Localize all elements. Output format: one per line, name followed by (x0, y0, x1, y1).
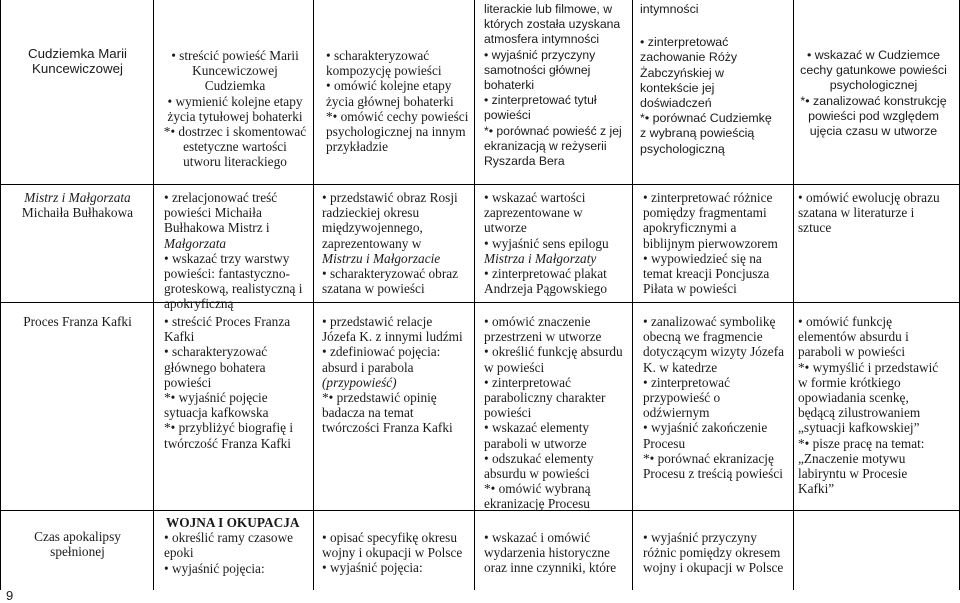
requirement-line: przestrzeni w utworze (484, 329, 602, 345)
topic-cell (10, 529, 145, 559)
requirements-cell (643, 530, 803, 576)
requirement-line: paraboli w utworze (484, 435, 587, 451)
requirement-line: *• wymyślić i przedstawić (798, 359, 939, 375)
topic-title: Mistrz i Małgorzata (24, 190, 131, 205)
requirement-line: sytuacja kafkowska (164, 405, 269, 421)
requirement-line: życia tytułowej bohaterki (167, 108, 303, 124)
requirement-line: *• wyjaśnić pojęcie (164, 390, 268, 406)
requirements-cell (160, 48, 310, 170)
requirement-line: • wyjaśnić sens epilogu (484, 235, 609, 251)
requirement-line: Cudziemka (204, 78, 266, 94)
requirements-cell (164, 515, 314, 576)
topic-title: Czas apokalipsy (34, 529, 121, 544)
requirement-line: wojny i okupacji w Polsce (322, 545, 463, 561)
requirement-line: • zrelacjonować treść (164, 190, 278, 205)
requirement-line: *• dostrzec i skomentować (163, 124, 307, 140)
requirement-line: Kafki (164, 329, 195, 345)
requirements-cell (484, 530, 634, 576)
requirements-cell (484, 314, 634, 512)
requirement-line: *• przedstawić opinię (322, 390, 437, 406)
requirement-line: wojny i okupacji w Polsce (643, 560, 784, 576)
topic-title: Michaiła Bułhakowa (21, 205, 134, 221)
topic-title: Proces Franza Kafki (23, 314, 132, 329)
requirement-line: szatana w literaturze i (798, 205, 915, 221)
requirement-line: Żabczyńskiej w (640, 65, 725, 80)
requirement-line: • przedstawić obraz Rosji (322, 190, 458, 205)
requirement-line: • wypowiedzieć się na (643, 250, 762, 266)
requirement-line: głównego bohatera (164, 359, 266, 375)
requirements-cell (322, 190, 472, 296)
requirement-line: absurdu w powieści (484, 466, 590, 482)
requirement-line: odźwiernym (643, 405, 710, 421)
requirement-line: *• porównać ekranizację (643, 450, 774, 466)
requirement-line: powieści Michaiła (164, 205, 262, 221)
requirement-line: (przypowieść) (322, 374, 397, 390)
requirement-line: • zdefiniować pojęcia: (322, 344, 441, 360)
requirement-line: powieści (484, 108, 531, 123)
requirement-line: utworu literackiego (183, 154, 287, 170)
requirement-line: • określić funkcję absurdu (484, 344, 623, 360)
requirement-line: *• omówić cechy powieści (326, 108, 469, 124)
requirement-line: bohaterki (484, 78, 535, 93)
requirement-line: • określić ramy czasowe (164, 530, 294, 546)
requirement-line: • wskazać wartości (484, 190, 586, 205)
requirement-line: • zinterpretować różnice (643, 190, 773, 205)
requirement-line: K. w katedrze (643, 359, 718, 375)
requirement-line: elementów absurdu i (798, 329, 909, 345)
requirement-line: • scharakteryzować obraz (322, 266, 459, 282)
requirement-line: w powieści (484, 359, 545, 375)
requirement-line: labiryntu w Procesie (798, 466, 908, 482)
topic-cell (10, 46, 145, 76)
requirement-line: • wskazać elementy (484, 420, 590, 436)
requirement-line: paraboli w powieści (798, 344, 906, 360)
requirement-line: wydarzenia historyczne (484, 545, 610, 561)
requirements-cell (798, 190, 953, 236)
requirement-line: • omówić funkcję (798, 314, 893, 329)
requirement-line: • wyjaśnić pojęcia: (322, 560, 423, 576)
requirement-line: • wskazać trzy warstwy (164, 250, 290, 266)
requirement-line: psychologicznej (829, 78, 918, 93)
requirement-line: epoki (164, 545, 194, 561)
requirement-line: Andrzeja Pągowskiego (484, 281, 607, 297)
requirement-line: powieści pod względem (808, 108, 939, 123)
requirement-line: • scharakteryzować (164, 344, 268, 360)
requirement-line: *• porównać Cudziemkę (640, 111, 772, 126)
requirement-line: Kuncewiczowej (192, 63, 278, 79)
requirements-cell (164, 314, 314, 451)
requirements-cell (326, 48, 476, 154)
requirement-line: pomiędzy fragmentami (643, 205, 767, 221)
requirement-line: doświadczeń (640, 96, 712, 111)
requirement-line: Bułhakowa Mistrz i (164, 220, 270, 236)
requirements-cell (643, 190, 803, 296)
requirement-line: obecną we fragmencie (643, 329, 763, 345)
requirement-line: Małgorzata (164, 235, 227, 251)
requirement-line: *• przybliżyć biografię i (164, 420, 294, 436)
requirement-line: kompozycję powieści (326, 63, 442, 79)
requirement-line: „sytuacji kafkowskiej” (798, 420, 920, 436)
requirement-line: estetyczne wartości (183, 139, 287, 155)
requirement-line: Mistrzu i Małgorzacie (322, 250, 441, 266)
requirement-line: • zinterpretować (484, 374, 571, 390)
requirement-line: biblijnym pierwowzorem (643, 235, 778, 251)
requirement-line: • zinterpretować (640, 35, 729, 50)
requirement-line: cechy gatunkowe powieści (800, 63, 947, 78)
requirements-cell (796, 48, 951, 139)
requirement-line: ekranizacją w reżyserii (484, 138, 607, 153)
requirement-line: powieści: fantastyczno- (164, 266, 290, 282)
requirement-line: Józefa K. z innymi ludźmi (322, 329, 463, 345)
requirement-line: • omówić kolejne etapy (326, 78, 452, 94)
requirement-line: • wskazać i omówić (484, 530, 591, 545)
requirement-line: międzywojennego, (322, 220, 423, 236)
requirement-line: Piłata w powieści (643, 281, 737, 297)
requirement-line: • wyjaśnić przyczyny (484, 47, 596, 62)
requirement-line: badacza na temat (322, 405, 414, 421)
requirement-line: twórczość Franza Kafki (164, 435, 292, 451)
requirement-line: Kafki” (798, 481, 835, 497)
requirement-line: przypowieść o (643, 390, 721, 406)
requirement-line: powieści (484, 405, 532, 421)
requirements-cell (322, 530, 472, 576)
requirements-cell (322, 314, 472, 436)
requirement-line: w formie krótkiego (798, 374, 901, 390)
requirement-line: zaprezentowane w (484, 205, 583, 221)
requirement-line: literackie lub filmowe, w (484, 2, 613, 16)
requirement-line: *• pisze pracę na temat: (798, 435, 925, 451)
requirement-line: których została uzyskana (484, 17, 621, 32)
requirement-line: • streścić powieść Marii (171, 48, 299, 63)
requirement-line: radzieckiej okresu (322, 205, 420, 221)
requirement-line: zaprezentowany w (322, 235, 422, 251)
blank-line (640, 17, 800, 35)
requirement-line: kontekście jej (640, 80, 715, 95)
topic-title: spełnionej (50, 544, 105, 560)
requirement-line: absurd i parabola (322, 359, 414, 375)
table-row (0, 0, 960, 185)
requirements-cell (643, 314, 803, 481)
table-row (0, 511, 960, 590)
requirement-line: ekranizację Procesu (484, 496, 590, 512)
requirements-cell (798, 314, 953, 496)
requirement-line: dotyczącym wizyty Józefa (643, 344, 785, 360)
table-row (0, 303, 960, 511)
requirements-cell (640, 2, 800, 157)
topic-title: Cudziemka Marii (27, 46, 127, 61)
requirement-line: Mistrza i Małgorzaty (484, 250, 597, 266)
requirement-line: „Znaczenie motywu (798, 450, 906, 466)
requirement-line: • wymienić kolejne etapy (167, 93, 303, 109)
requirements-cell (484, 190, 634, 296)
table-row (0, 185, 960, 312)
requirement-line: groteskową, realistyczną i (164, 281, 303, 297)
requirement-line: *• porównać powieść z jej (484, 123, 622, 138)
requirement-line: *• omówić wybraną (484, 481, 591, 497)
requirement-line: psychologiczną (640, 141, 725, 156)
topic-title: Kuncewiczowej (32, 61, 123, 77)
requirement-line: • omówić ewolucję obrazu (798, 190, 940, 205)
requirement-line: psychologicznej na innym (326, 124, 466, 140)
requirement-line: zachowanie Róży (640, 50, 738, 65)
requirement-line: • opisać specyfikę okresu (322, 530, 457, 545)
requirement-line: ujęcia czasu w utworze (809, 124, 938, 139)
requirement-line: utworze (484, 220, 527, 236)
requirement-line: z wybraną powieścią (640, 126, 755, 141)
requirement-line: • zinterpretować (643, 374, 730, 390)
requirement-line: • omówić znaczenie (484, 314, 591, 329)
requirement-line: • przedstawić relacje (322, 314, 433, 329)
requirement-line: • wyjaśnić pojęcia: (164, 560, 265, 576)
requirement-line: • zanalizować symbolikę (643, 314, 776, 329)
requirement-line: Ryszarda Bera (484, 154, 565, 169)
requirement-line: sztuce (798, 220, 832, 236)
requirements-cell (484, 2, 634, 169)
requirement-line: • zinterpretować tytuł (484, 93, 597, 108)
section-heading: WOJNA I OKUPACJA (166, 515, 300, 530)
requirement-line: • odszukać elementy (484, 450, 594, 466)
topic-cell (10, 190, 145, 220)
requirement-line: szatana w powieści (322, 281, 425, 297)
requirement-line: • wskazać w Cudziemce (806, 48, 941, 62)
requirement-line: • zinterpretować plakat (484, 266, 607, 282)
requirement-line: Procesu (643, 435, 686, 451)
requirement-line: oraz inne czynniki, które (484, 560, 617, 576)
requirement-line: *• zanalizować konstrukcję (800, 93, 947, 108)
requirement-line: różnic pomiędzy okresem (643, 545, 781, 561)
requirement-line: temat kreacji Poncjusza (643, 266, 770, 282)
requirement-line: apokryficznymi a (643, 220, 737, 236)
requirement-line: • scharakteryzować (326, 48, 430, 63)
requirement-line: apokryficzną (164, 296, 234, 312)
requirement-line: powieści (164, 374, 212, 390)
requirement-line: życia głównej bohaterki (326, 93, 454, 109)
requirement-line: samotności głównej (484, 62, 591, 77)
requirement-line: intymności (640, 2, 699, 16)
requirements-cell (164, 190, 314, 312)
requirement-line: • streścić Proces Franza (164, 314, 291, 329)
requirement-line: będącą zilustrowaniem (798, 405, 921, 421)
requirement-line: • wyjaśnić zakończenie (643, 420, 768, 436)
requirement-line: Procesu z treścią powieści (643, 466, 783, 482)
requirement-line: przykładzie (326, 139, 389, 155)
page-number: 9 (6, 588, 14, 603)
topic-cell (10, 314, 145, 329)
requirement-line: atmosfera intymności (484, 32, 600, 47)
requirement-line: • wyjaśnić przyczyny (643, 530, 757, 545)
requirement-line: paraboliczny charakter (484, 390, 606, 406)
requirement-line: opowiadania scenkę, (798, 390, 909, 406)
requirement-line: twórczości Franza Kafki (322, 420, 453, 436)
